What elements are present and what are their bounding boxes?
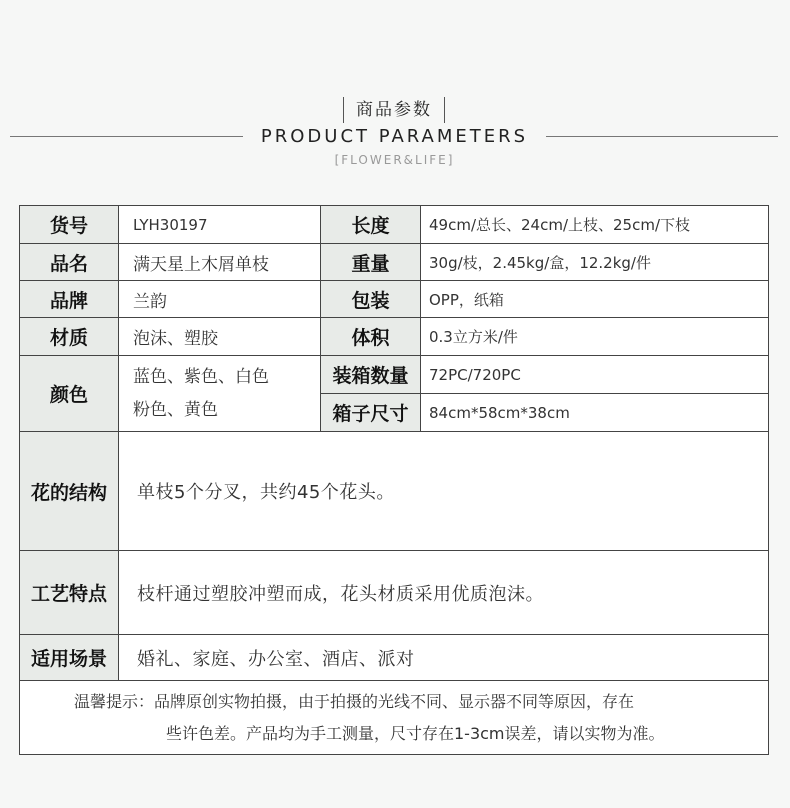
color-value [119, 356, 321, 432]
craft-value: 枝杆通过塑胶冲塑而成，花头材质采用优质泡沫。 [119, 551, 768, 635]
structure-value: 单枝5个分叉，共约45个花头。 [119, 432, 768, 551]
parameters-table [19, 205, 769, 755]
weight-label: 重量 [321, 244, 421, 281]
length-value: 49cm/总长、24cm/上枝、25cm/下枝 [421, 206, 768, 244]
brand-label: 品牌 [20, 281, 119, 318]
divider-right [546, 136, 778, 137]
volume-value: 0.3立方米/件 [421, 318, 768, 356]
material-label: 材质 [20, 318, 119, 356]
section-title-cn: 商品参数 [343, 97, 445, 123]
packing-value: OPP，纸箱 [421, 281, 768, 318]
name-value: 满天星上木屑单枝 [119, 244, 321, 281]
craft-label: 工艺特点 [20, 551, 119, 635]
material-value: 泡沫、塑胶 [119, 318, 321, 356]
brand-value: 兰韵 [119, 281, 321, 318]
weight-value: 30g/枝，2.45kg/盒，12.2kg/件 [421, 244, 768, 281]
name-label: 品名 [20, 244, 119, 281]
header [0, 0, 790, 190]
carton-qty-label: 装箱数量 [321, 356, 421, 394]
notice [20, 681, 768, 754]
structure-label: 花的结构 [20, 432, 119, 551]
volume-label: 体积 [321, 318, 421, 356]
sku-label: 货号 [20, 206, 119, 244]
notice-line2: 些许色差。产品均为手工测量，尺寸存在1-3cm误差，请以实物为准。 [166, 724, 665, 743]
usage-value: 婚礼、家庭、办公室、酒店、派对 [119, 635, 768, 681]
section-title-en: PRODUCT PARAMETERS [260, 126, 529, 147]
color-value-line1: 蓝色、紫色、白色 [133, 366, 269, 387]
notice-line1: 温馨提示：品牌原创实物拍摄，由于拍摄的光线不同、显示器不同等原因，存在 [74, 692, 635, 711]
length-label: 长度 [321, 206, 421, 244]
color-label: 颜色 [20, 356, 119, 432]
packing-label: 包装 [321, 281, 421, 318]
section-subtitle: [FLOWER&LIFE] [334, 153, 455, 167]
carton-qty-value: 72PC/720PC [421, 356, 768, 394]
carton-size-label: 箱子尺寸 [321, 394, 421, 432]
sku-value: LYH30197 [119, 206, 321, 244]
divider-left [10, 136, 243, 137]
carton-size-value: 84cm*58cm*38cm [421, 394, 768, 432]
usage-label: 适用场景 [20, 635, 119, 681]
color-value-line2: 粉色、黄色 [133, 399, 218, 420]
